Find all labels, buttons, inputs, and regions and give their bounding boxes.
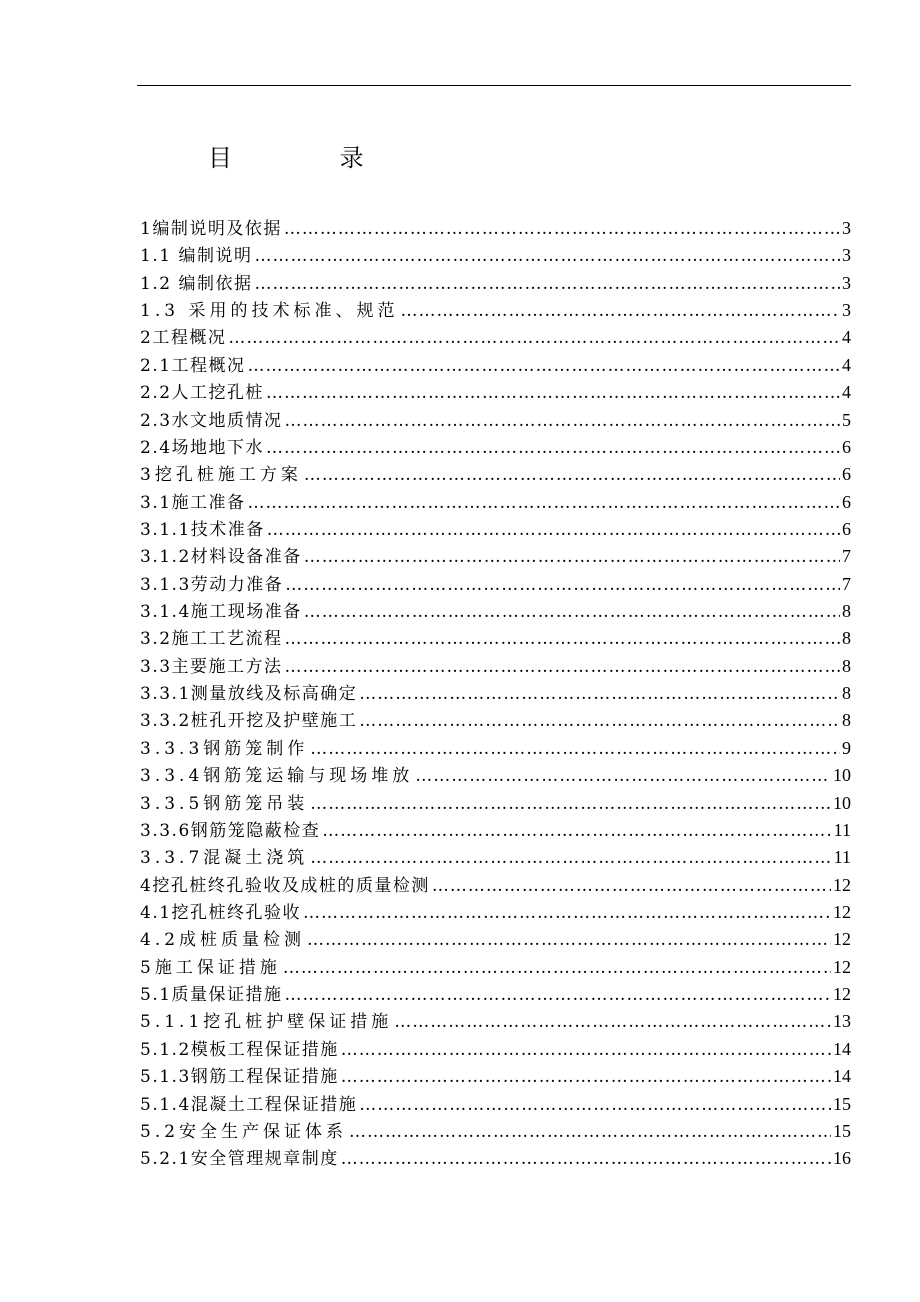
toc-entry-page-number: 12 bbox=[833, 929, 851, 950]
toc-entry[interactable] bbox=[140, 460, 851, 487]
toc-entry-page-number: 6 bbox=[842, 464, 851, 485]
toc-entry[interactable] bbox=[140, 624, 851, 651]
toc-entry-title: 3.3.6钢筋笼隐蔽检查 bbox=[140, 820, 321, 841]
dot-leader bbox=[266, 383, 840, 403]
toc-entry[interactable] bbox=[140, 323, 851, 350]
toc-entry[interactable] bbox=[140, 706, 851, 733]
toc-entry-title: 1编制说明及依据 bbox=[140, 219, 282, 239]
toc-entry-title: 3.2施工工艺流程 bbox=[140, 629, 283, 650]
toc-entry[interactable] bbox=[140, 925, 851, 952]
dot-leader bbox=[310, 739, 840, 759]
toc-entry[interactable] bbox=[140, 1062, 851, 1089]
toc-entry[interactable] bbox=[140, 406, 851, 433]
dot-leader bbox=[304, 602, 840, 622]
toc-entry-title: 5.1.2模板工程保证措施 bbox=[140, 1039, 339, 1060]
dot-leader bbox=[285, 575, 840, 595]
toc-entry[interactable] bbox=[140, 570, 851, 597]
dot-leader bbox=[322, 821, 831, 841]
toc-entry-title: 3.3.4钢筋笼运输与现场堆放 bbox=[140, 766, 414, 787]
toc-entry-title: 3.3.7混凝土浇筑 bbox=[140, 848, 309, 869]
toc-entry-page-number: 3 bbox=[842, 245, 851, 266]
dot-leader bbox=[310, 848, 831, 868]
dot-leader bbox=[359, 1095, 831, 1115]
toc-entry-title: 5.1质量保证措施 bbox=[140, 985, 283, 1006]
toc-entry-title: 4挖孔桩终孔验收及成桩的质量检测 bbox=[140, 875, 430, 896]
toc-entry-page-number: 10 bbox=[833, 765, 851, 786]
toc-entry-page-number: 12 bbox=[833, 901, 851, 922]
toc-entry[interactable] bbox=[140, 597, 851, 624]
toc-entry-title: 2.2人工挖孔桩 bbox=[140, 383, 265, 404]
dot-leader bbox=[307, 930, 831, 950]
dot-leader bbox=[285, 985, 831, 1005]
toc-entry-page-number: 12 bbox=[833, 956, 851, 977]
toc-entry-title: 3.1.2材料设备准备 bbox=[140, 547, 302, 568]
dot-leader bbox=[285, 411, 840, 431]
toc-entry-page-number: 10 bbox=[833, 792, 851, 813]
dot-leader bbox=[400, 301, 840, 321]
toc-entry-page-number: 15 bbox=[833, 1093, 851, 1114]
toc-entry[interactable] bbox=[140, 296, 851, 323]
toc-entry[interactable] bbox=[140, 980, 851, 1007]
dot-leader bbox=[341, 1149, 831, 1169]
toc-entry-page-number: 8 bbox=[842, 683, 851, 704]
dot-leader bbox=[267, 520, 840, 540]
dot-leader bbox=[304, 547, 840, 567]
toc-entry-title: 2.1工程概况 bbox=[140, 355, 246, 376]
toc-entry[interactable] bbox=[140, 1035, 851, 1062]
dot-leader bbox=[283, 958, 831, 978]
toc-entry-page-number: 6 bbox=[842, 436, 851, 457]
toc-entry-page-number: 12 bbox=[833, 984, 851, 1005]
toc-entry-page-number: 12 bbox=[833, 874, 851, 895]
toc-entry-page-number: 6 bbox=[842, 491, 851, 512]
dot-leader bbox=[248, 493, 840, 513]
dot-leader bbox=[359, 684, 840, 704]
toc-entry-title: 3.3.1测量放线及标高确定 bbox=[140, 684, 358, 705]
toc-entry-page-number: 11 bbox=[833, 819, 851, 840]
toc-entry-page-number: 11 bbox=[833, 847, 851, 868]
toc-entry[interactable] bbox=[140, 789, 851, 816]
toc-entry[interactable] bbox=[140, 679, 851, 706]
toc-entry-page-number: 15 bbox=[833, 1120, 851, 1141]
toc-entry[interactable] bbox=[140, 351, 851, 378]
toc-entry[interactable] bbox=[140, 1090, 851, 1117]
toc-entry[interactable] bbox=[140, 898, 851, 925]
toc-entry[interactable] bbox=[140, 1144, 851, 1171]
toc-entry-title: 4.1挖孔桩终孔验收 bbox=[140, 902, 302, 923]
toc-entry-title: 5.2.1安全管理规章制度 bbox=[140, 1149, 339, 1170]
toc-entry[interactable] bbox=[140, 761, 851, 788]
toc-entry-title: 3.3.5钢筋笼吊装 bbox=[140, 793, 309, 814]
toc-entry[interactable] bbox=[140, 1117, 851, 1144]
toc-entry-title: 3挖孔桩施工方案 bbox=[140, 465, 302, 486]
toc-entry-page-number: 9 bbox=[842, 737, 851, 758]
toc-entry[interactable] bbox=[140, 871, 851, 898]
toc-entry[interactable] bbox=[140, 433, 851, 460]
toc-entry[interactable] bbox=[140, 214, 851, 241]
toc-entry-title: 3.1.3劳动力准备 bbox=[140, 574, 284, 595]
toc-entry-page-number: 3 bbox=[842, 272, 851, 293]
toc-entry[interactable] bbox=[140, 816, 851, 843]
table-of-contents bbox=[140, 214, 851, 1172]
toc-entry-page-number: 8 bbox=[842, 628, 851, 649]
toc-entry[interactable] bbox=[140, 542, 851, 569]
toc-entry-page-number: 3 bbox=[842, 300, 851, 321]
dot-leader bbox=[349, 1122, 831, 1142]
toc-entry-page-number: 3 bbox=[842, 218, 851, 238]
toc-entry[interactable] bbox=[140, 953, 851, 980]
toc-entry-page-number: 8 bbox=[842, 655, 851, 676]
dot-leader bbox=[285, 657, 840, 677]
dot-leader bbox=[284, 219, 840, 239]
dot-leader bbox=[254, 246, 840, 266]
dot-leader bbox=[304, 465, 840, 485]
header-rule bbox=[137, 85, 851, 86]
toc-entry[interactable] bbox=[140, 843, 851, 870]
toc-entry-page-number: 5 bbox=[842, 409, 851, 430]
toc-entry-page-number: 4 bbox=[842, 327, 851, 348]
dot-leader bbox=[266, 438, 840, 458]
toc-entry[interactable] bbox=[140, 378, 851, 405]
page-title: 目 录 bbox=[208, 144, 414, 173]
dot-leader bbox=[432, 876, 831, 896]
dot-leader bbox=[310, 794, 831, 814]
toc-entry[interactable] bbox=[140, 241, 851, 268]
toc-entry-page-number: 4 bbox=[842, 354, 851, 375]
toc-entry-title: 5.1.1挖孔桩护壁保证措施 bbox=[140, 1012, 393, 1033]
toc-entry[interactable] bbox=[140, 734, 851, 761]
toc-entry-title: 3.3主要施工方法 bbox=[140, 656, 283, 677]
dot-leader bbox=[341, 1067, 831, 1087]
toc-entry-page-number: 14 bbox=[833, 1038, 851, 1059]
toc-entry-title: 5.1.3钢筋工程保证措施 bbox=[140, 1067, 339, 1088]
toc-entry-page-number: 8 bbox=[842, 710, 851, 731]
toc-entry-title: 5.2安全生产保证体系 bbox=[140, 1121, 348, 1142]
toc-entry[interactable] bbox=[140, 1007, 851, 1034]
dot-leader bbox=[248, 356, 840, 376]
dot-leader bbox=[285, 629, 840, 649]
toc-entry-title: 1.1 编制说明 bbox=[140, 246, 253, 267]
toc-entry-title: 3.1.4施工现场准备 bbox=[140, 602, 302, 623]
toc-entry-title: 1.2 编制依据 bbox=[140, 273, 253, 294]
toc-entry-page-number: 14 bbox=[833, 1066, 851, 1087]
toc-entry-title: 5.1.4混凝土工程保证措施 bbox=[140, 1094, 358, 1115]
dot-leader bbox=[415, 766, 831, 786]
dot-leader bbox=[341, 1040, 831, 1060]
toc-entry-title: 4.2成桩质量检测 bbox=[140, 930, 306, 951]
toc-entry[interactable] bbox=[140, 515, 851, 542]
toc-entry-title: 3.3.3钢筋笼制作 bbox=[140, 738, 309, 759]
toc-entry-page-number: 6 bbox=[842, 518, 851, 539]
toc-entry-title: 2.4场地地下水 bbox=[140, 437, 265, 458]
dot-leader bbox=[303, 903, 831, 923]
toc-entry-title: 3.1.1技术准备 bbox=[140, 519, 265, 540]
toc-entry-page-number: 7 bbox=[842, 546, 851, 567]
toc-entry-title: 1.3 采用的技术标准、规范 bbox=[140, 301, 399, 322]
toc-entry[interactable] bbox=[140, 488, 851, 515]
toc-entry-title: 3.3.2桩孔开挖及护壁施工 bbox=[140, 711, 358, 732]
toc-entry[interactable] bbox=[140, 269, 851, 296]
toc-entry-page-number: 16 bbox=[833, 1148, 851, 1169]
toc-entry-page-number: 8 bbox=[842, 601, 851, 622]
toc-entry-title: 2工程概况 bbox=[140, 328, 227, 349]
dot-leader bbox=[359, 711, 840, 731]
toc-entry-page-number: 4 bbox=[842, 382, 851, 403]
toc-entry-title: 5施工保证措施 bbox=[140, 957, 281, 978]
toc-entry-page-number: 13 bbox=[833, 1011, 851, 1032]
toc-entry-page-number: 7 bbox=[842, 573, 851, 594]
dot-leader bbox=[254, 274, 840, 294]
toc-entry[interactable] bbox=[140, 652, 851, 679]
toc-entry-title: 3.1施工准备 bbox=[140, 492, 246, 513]
toc-entry-title: 2.3水文地质情况 bbox=[140, 410, 283, 431]
dot-leader bbox=[228, 328, 840, 348]
dot-leader bbox=[394, 1012, 831, 1032]
